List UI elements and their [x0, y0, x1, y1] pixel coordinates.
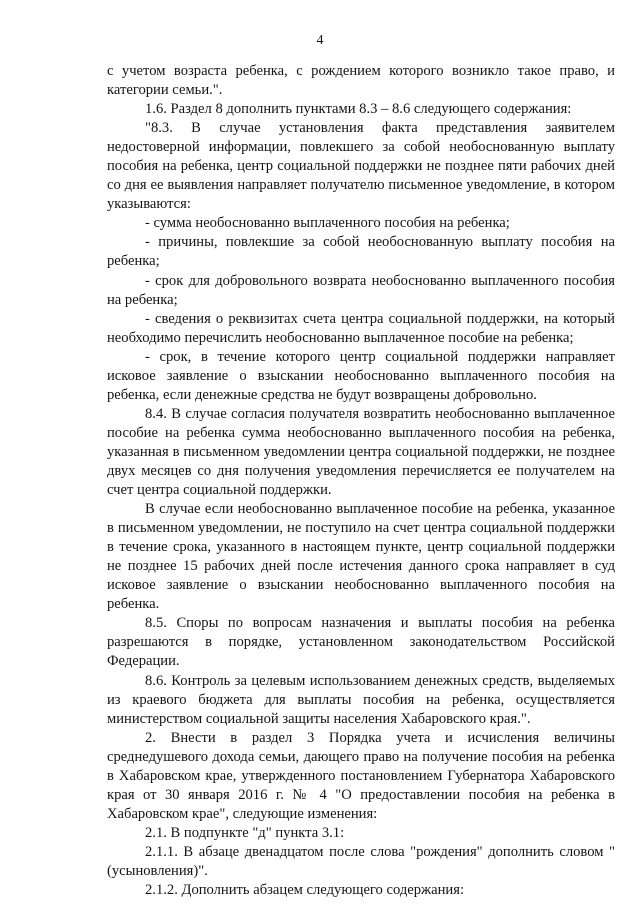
- paragraph-8-4: 8.4. В случае согласия получателя возвратить необоснованно выплаченное пособие на ребенка сумма необоснованно выплаченного пособия на ребенка, указанная в письменном уведомлении центра социальной поддержки, не позднее двух месяцев со дня получения уведомления перечисляется ее получателем на счет центра социальной поддержки.: [107, 405, 615, 499]
- page-number: 4: [316, 33, 324, 48]
- list-item-return-period: - срок для добровольного возврата необоснованно выплаченного пособия на ребенка;: [107, 272, 615, 308]
- paragraph-1-6: 1.6. Раздел 8 дополнить пунктами 8.3 – 8.6 следующего содержания:: [145, 101, 572, 118]
- list-item-sum: - сумма необоснованно выплаченного пособия на ребенка;: [145, 215, 510, 232]
- paragraph-8-4-cont: В случае если необоснованно выплаченное пособие на ребенка, указанное в письменном уведомлении, не поступило на счет центра социальной поддержки в течение срока, указанного в настоящем пункте, центр социальной поддержки не позднее 15 рабочих дней после истечения данного срока направляет в суд исковое заявление о взыскании необоснованно выплаченного пособия на ребенка.: [107, 501, 615, 613]
- list-item-reasons: - причины, повлекшие за собой необоснованную выплату пособия на ребенка;: [107, 234, 615, 270]
- list-item-account-details: - сведения о реквизитах счета центра социальной поддержки, на который необходимо перечислить необоснованно выплаченное пособие на ребенка;: [107, 310, 615, 346]
- paragraph-2-1: 2.1. В подпункте "д" пункта 3.1:: [145, 824, 345, 841]
- paragraph-8-3: "8.3. В случае установления факта представления заявителем недостоверной информации, повлекшего за собой необоснованную выплату пособия на ребенка, центр социальной поддержки не позднее пяти рабочих дней со дня ее выявления направляет получателю письменное уведомление, в котором указываются:: [107, 120, 615, 213]
- paragraph-8-6: 8.6. Контроль за целевым использованием денежных средств, выделяемых из краевого бюджета для выплаты пособия на ребенка, осуществляется министерством социальной защиты населения Хабаровского края.".: [107, 672, 615, 727]
- paragraph-continuation: с учетом возраста ребенка, с рождением которого возникло такое право, и категории семьи.".: [107, 63, 615, 99]
- paragraph-2-1-2: 2.1.2. Дополнить абзацем следующего содержания:: [145, 882, 465, 899]
- paragraph-2: 2. Внести в раздел 3 Порядка учета и исчисления величины среднедушевого дохода семьи, дающего право на получение пособия на ребенка в Хабаровском крае, утвержденного постановлением Губернатора Хабаровского края от 30 января 2016 г. № 4 "О предоставлении пособия на ребенка в Хабаровском крае", следующие изменения:: [107, 729, 615, 822]
- paragraph-8-5: 8.5. Споры по вопросам назначения и выплаты пособия на ребенка разрешаются в порядке, установленном законодательством Российской Федерации.: [107, 615, 615, 670]
- list-item-lawsuit-period: - срок, в течение которого центр социальной поддержки направляет исковое заявление о взыскании необоснованно выплаченного пособия на ребенка, если денежные средства не будут возвращены добровольно.: [107, 348, 615, 403]
- document-body: [107, 62, 615, 900]
- paragraph-2-1-1: 2.1.1. В абзаце двенадцатом после слова "рождения" дополнить словом "(усыновления)".: [107, 843, 615, 879]
